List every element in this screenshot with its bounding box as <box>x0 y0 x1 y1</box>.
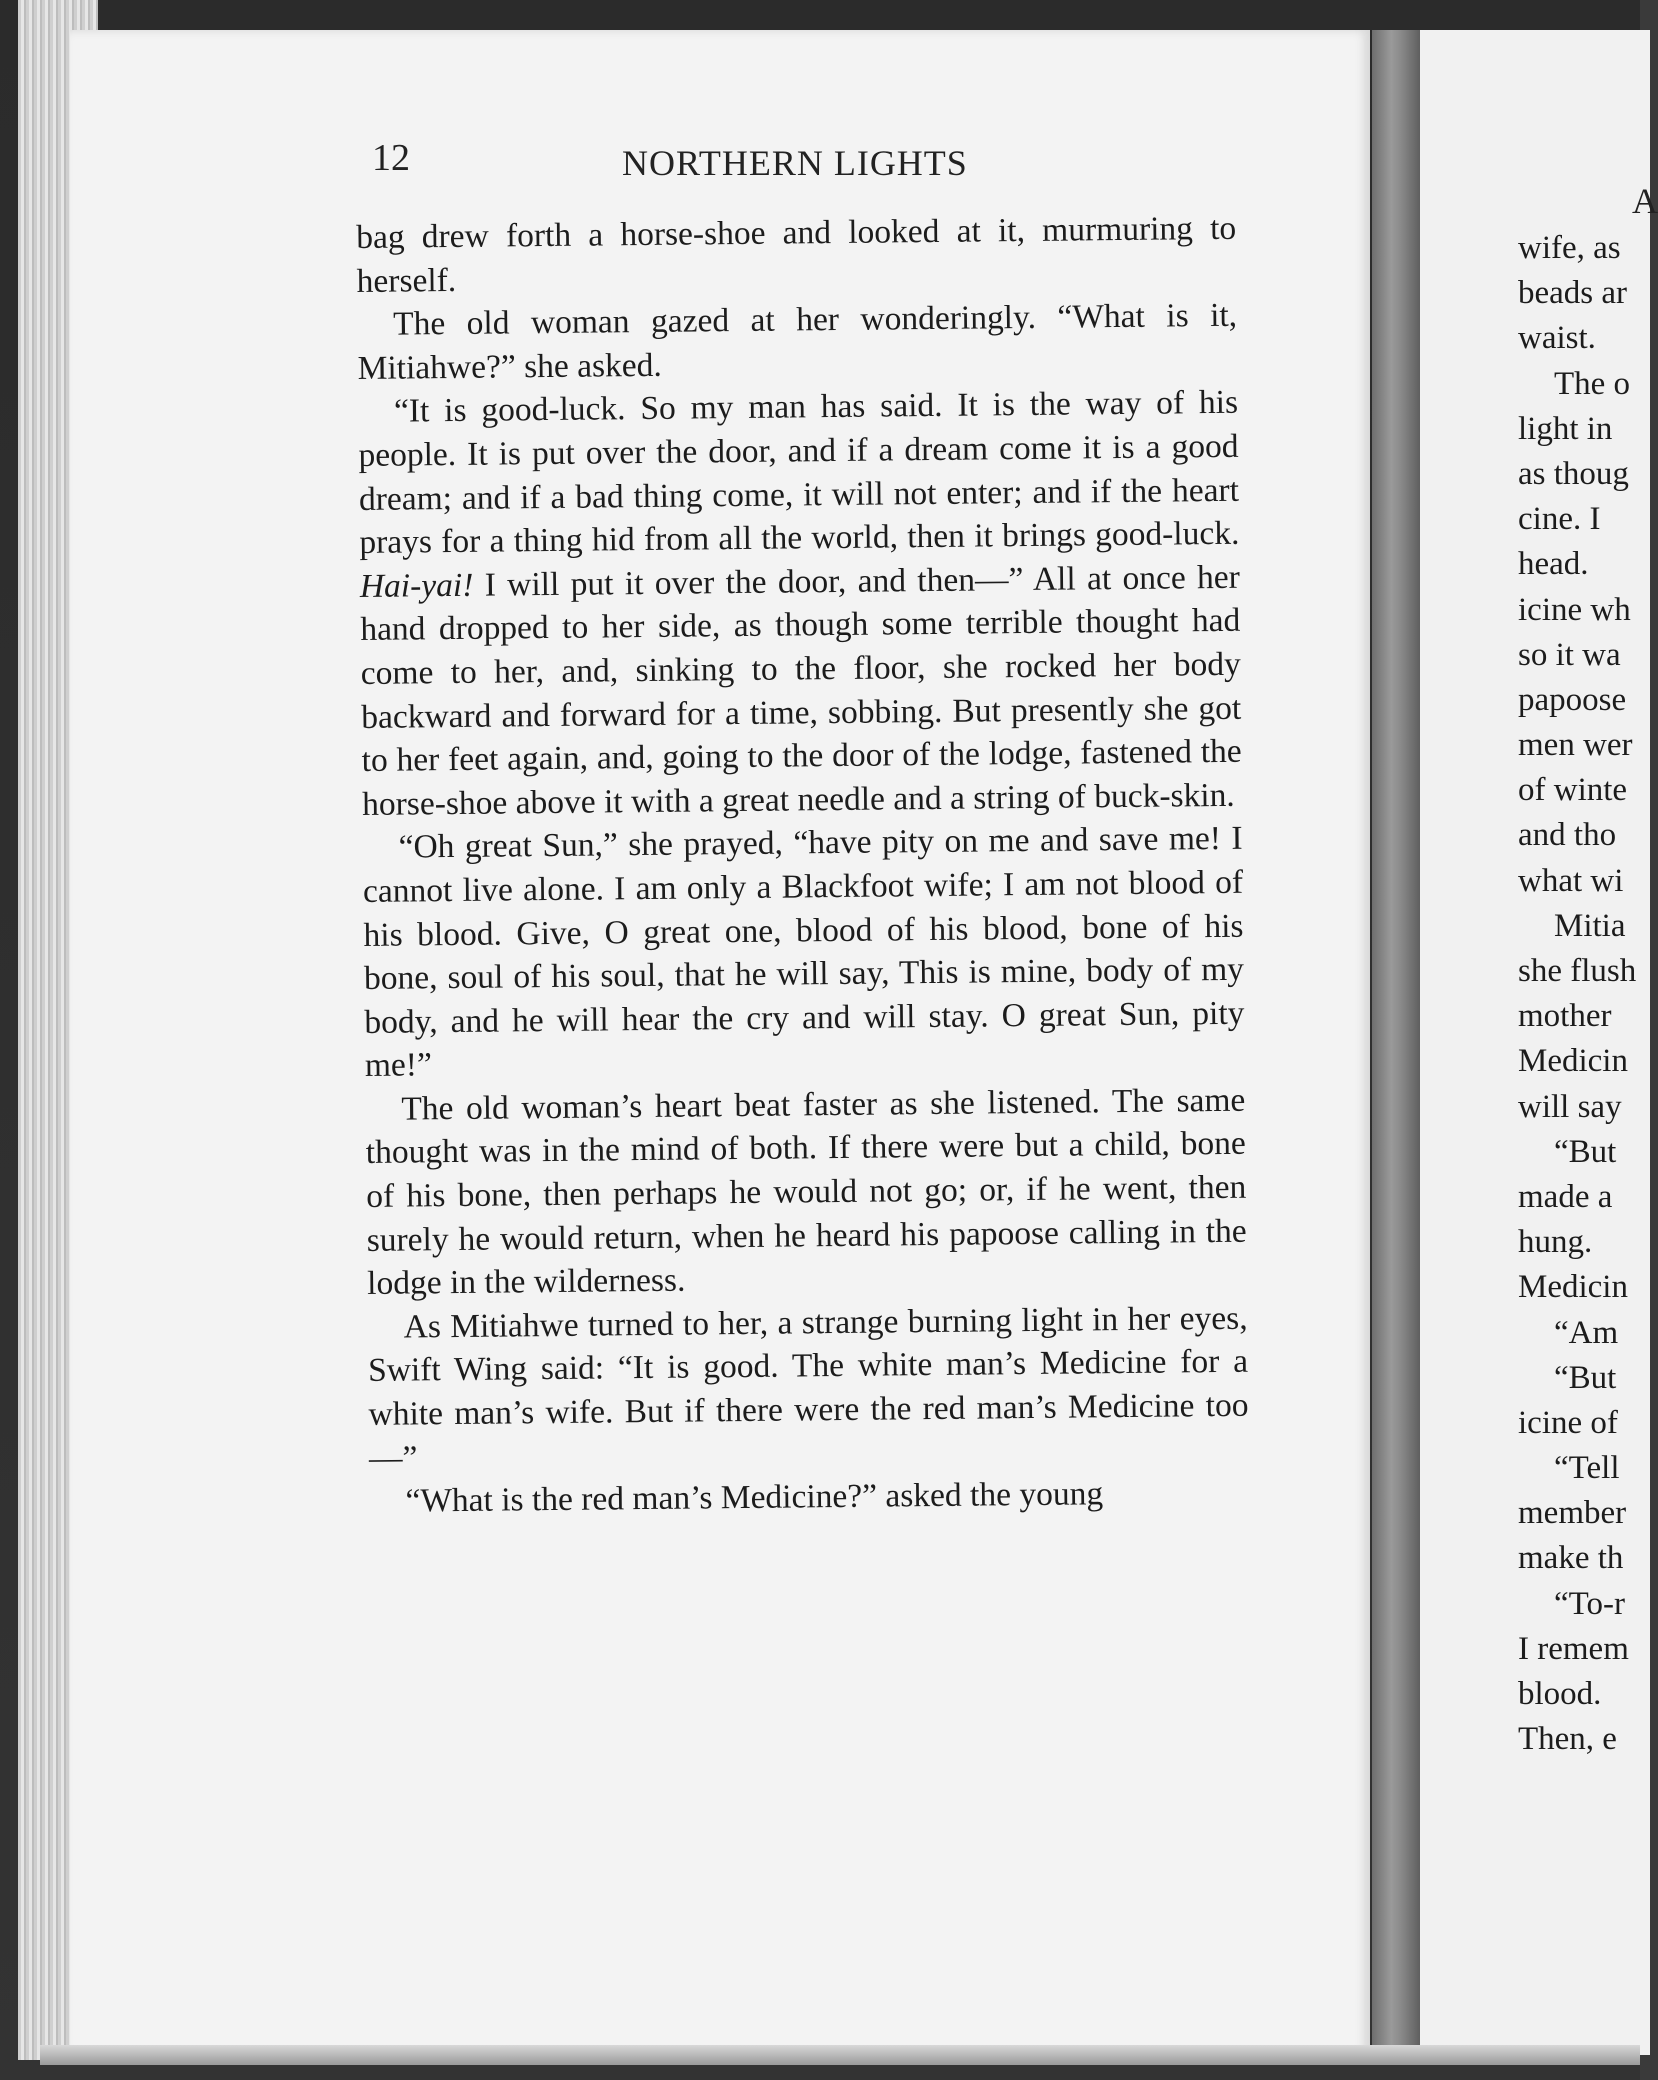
paragraph: “What is the red man’s Medicine?” asked the young <box>405 1475 1104 1520</box>
right-page-line: “Tell <box>1554 1450 1620 1487</box>
page-header <box>372 136 1312 192</box>
right-page-line: Then, e <box>1518 1721 1617 1758</box>
right-page-line: made a <box>1518 1178 1613 1215</box>
right-page-line: hung. <box>1518 1224 1593 1261</box>
right-page-line: light in <box>1518 410 1613 447</box>
paragraph <box>358 381 1243 826</box>
paragraph-text: I will put it over the door, and then—” All at once her hand dropped to her side, as though some terrible thought had come to her, and, sinking to the floor, she rocked her body backward and forward for a time, sobbing. But presently she got to her feet again, and, going to the door of the lodge, fastened the horse-shoe above it with a great needle and a string of buck-skin. <box>360 558 1242 823</box>
right-page-line: so it wa <box>1518 636 1621 673</box>
running-head: NORTHERN LIGHTS <box>622 143 968 183</box>
body-text <box>356 207 1250 1524</box>
right-page-line: of winte <box>1518 772 1628 809</box>
right-page-line: will say <box>1518 1088 1622 1125</box>
right-page-line: “But <box>1554 1359 1617 1396</box>
right-page-line: mother <box>1518 998 1612 1035</box>
right-page-line: Medicin <box>1518 1269 1628 1306</box>
right-page-line: cine. I <box>1518 501 1601 538</box>
paragraph: The old woman’s heart beat faster as she listened. The same thought was in the mind of both. If there were but a child, bone of his bone, then perhaps he would not go; or, if he went, then surely he would return, when he heard his papoose calling in the lodge in the wilderness. <box>365 1081 1247 1303</box>
right-page-line: icine of <box>1518 1404 1618 1441</box>
paragraph: bag drew forth a horse-shoe and looked at it, murmuring to herself. <box>356 209 1237 300</box>
right-page-line: member <box>1518 1495 1627 1532</box>
book-gutter <box>1372 30 1420 2055</box>
right-page-line: papoose <box>1518 681 1627 718</box>
right-page-line: wife, as <box>1518 230 1621 266</box>
right-page-line: Medicin <box>1518 1043 1628 1080</box>
right-page-line: as thoug <box>1518 455 1629 492</box>
right-page-line: head. <box>1518 546 1589 583</box>
paragraph: The old woman gazed at her wonderingly. “What is it, Mitiahwe?” she asked. <box>357 296 1238 387</box>
right-page-line: “Am <box>1554 1314 1619 1351</box>
paragraph-text: “It is good-luck. So my man has said. It is the way of his people. It is put over the door, and if a dream come it is a good dream; and if a bad thing come, it will not enter; and if the heart prays for a thing hid from all the world, then it brings good-luck. <box>358 384 1240 562</box>
right-page-line: and tho <box>1518 817 1617 854</box>
right-page-line: The o <box>1554 365 1631 402</box>
right-page-line: she flush <box>1518 953 1637 989</box>
right-page-line: men wer <box>1518 727 1633 764</box>
right-page-line: what wi <box>1518 862 1624 899</box>
bottom-page-edge <box>40 2045 1640 2065</box>
right-page-text <box>1518 226 1658 1762</box>
right-page-line: “But <box>1554 1133 1617 1170</box>
right-page-line: “To-r <box>1554 1585 1625 1622</box>
right-page-line: Mitia <box>1554 907 1626 944</box>
right-page-line: I remem <box>1518 1630 1629 1667</box>
paragraph: “Oh great Sun,” she prayed, “have pity on me and save me! I cannot live alone. I am only a Blackfoot wife; I am not blood of his blood. Give, O great one, blood of his blood, bone of his bone, soul of his soul, that he will say, This is mine, body of my body, and he will hear the cry and will stay. O great Sun, pity me!” <box>362 820 1245 1085</box>
paragraph: As Mitiahwe turned to her, a strange burning light in her eyes, Swift Wing said: “It is good. The white man’s Medicine for a white man’s wife. But if there were the red man’s Medicine too—” <box>367 1299 1249 1477</box>
italic-exclamation: Hai-yai! <box>359 566 474 605</box>
right-page-line: blood. <box>1518 1676 1602 1712</box>
right-page-line: icine wh <box>1518 591 1631 628</box>
right-page-line: beads ar <box>1518 275 1628 312</box>
page-number: 12 <box>372 137 410 179</box>
right-page-line: make th <box>1518 1540 1624 1577</box>
right-running-head: A <box>1632 181 1658 221</box>
right-page-line: waist. <box>1518 320 1596 357</box>
